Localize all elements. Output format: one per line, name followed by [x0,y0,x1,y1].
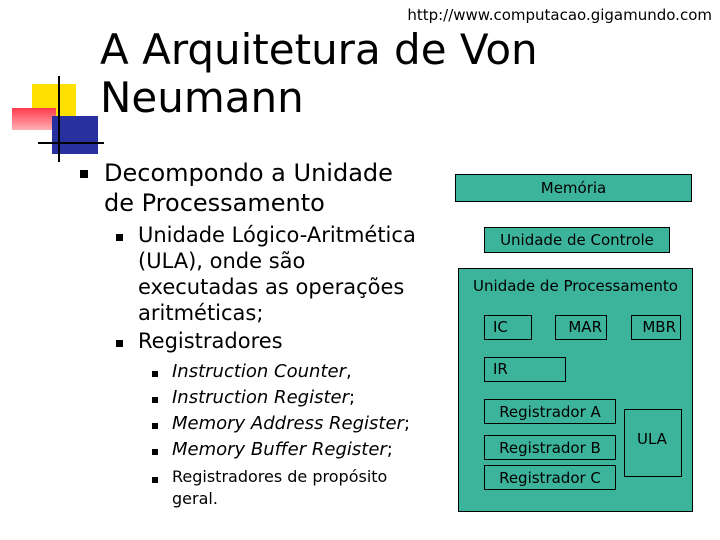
reg-b-label: Registrador B [499,438,601,457]
mar-register [555,315,607,340]
item-suffix: ; [403,413,411,434]
bullet-line: aritméticas; [138,301,264,325]
unidade-controle-box [484,227,670,253]
decorative-red-bar [12,108,56,130]
registrador-a [484,399,616,424]
item-instruction-register [172,386,355,410]
item-text: Memory Address Register [172,413,404,434]
title-line-2: Neumann [100,73,304,122]
bullet-marker [152,477,158,483]
bullet-line: executadas as operações [138,275,405,299]
item-memory-buffer-register [172,438,393,462]
mbr-register [631,315,681,340]
memoria-box [455,174,692,202]
item-line: geral. [172,489,218,508]
bullet-marker [152,449,158,455]
decorative-vertical-line [58,76,60,162]
mar-label: MAR [568,318,602,336]
item-line: Registradores de propósito [172,467,388,486]
bullet-marker [152,371,158,377]
item-suffix: ; [386,439,393,460]
bullet-registradores: Registradores [138,329,283,353]
bullet-decompondo [104,158,393,218]
bullet-marker [116,340,123,347]
ir-register [484,357,566,382]
bullet-marker [152,423,158,429]
ir-label: IR [493,360,508,378]
ic-register [484,315,532,340]
slide-title [100,26,538,122]
memoria-label: Memória [540,179,607,197]
bullet-line: de Processamento [104,189,325,217]
mbr-label: MBR [642,318,676,336]
item-suffix: , [346,361,352,382]
bullet-line: Unidade Lógico-Aritmética [138,223,416,247]
title-line-1: A Arquitetura de Von [100,25,538,74]
item-text: Instruction Register [172,387,349,408]
bullet-line: Decompondo a Unidade [104,159,393,187]
bullet-marker [80,170,88,178]
unidade-processamento-box [458,268,693,512]
decorative-horizontal-line [38,142,104,144]
registrador-c [484,465,616,490]
bullet-marker [152,397,158,403]
item-text: Instruction Counter [172,361,346,382]
processamento-label: Unidade de Processamento [473,277,678,295]
controle-label: Unidade de Controle [500,231,654,249]
registrador-b [484,435,616,460]
ula-label: ULA [637,430,667,448]
source-url: http://www.computacao.gigamundo.com [407,6,712,24]
item-suffix: ; [348,387,356,408]
reg-a-label: Registrador A [499,402,601,421]
ic-label: IC [493,318,508,336]
reg-c-label: Registrador C [499,468,601,487]
bullet-ula [138,222,416,326]
item-memory-address-register [172,412,410,436]
ula-box [624,409,682,477]
item-registradores-proposito-geral [172,466,387,510]
bullet-marker [116,234,123,241]
item-text: Memory Buffer Register [172,439,387,460]
item-instruction-counter [172,360,352,384]
bullet-line: (ULA), onde são [138,249,306,273]
